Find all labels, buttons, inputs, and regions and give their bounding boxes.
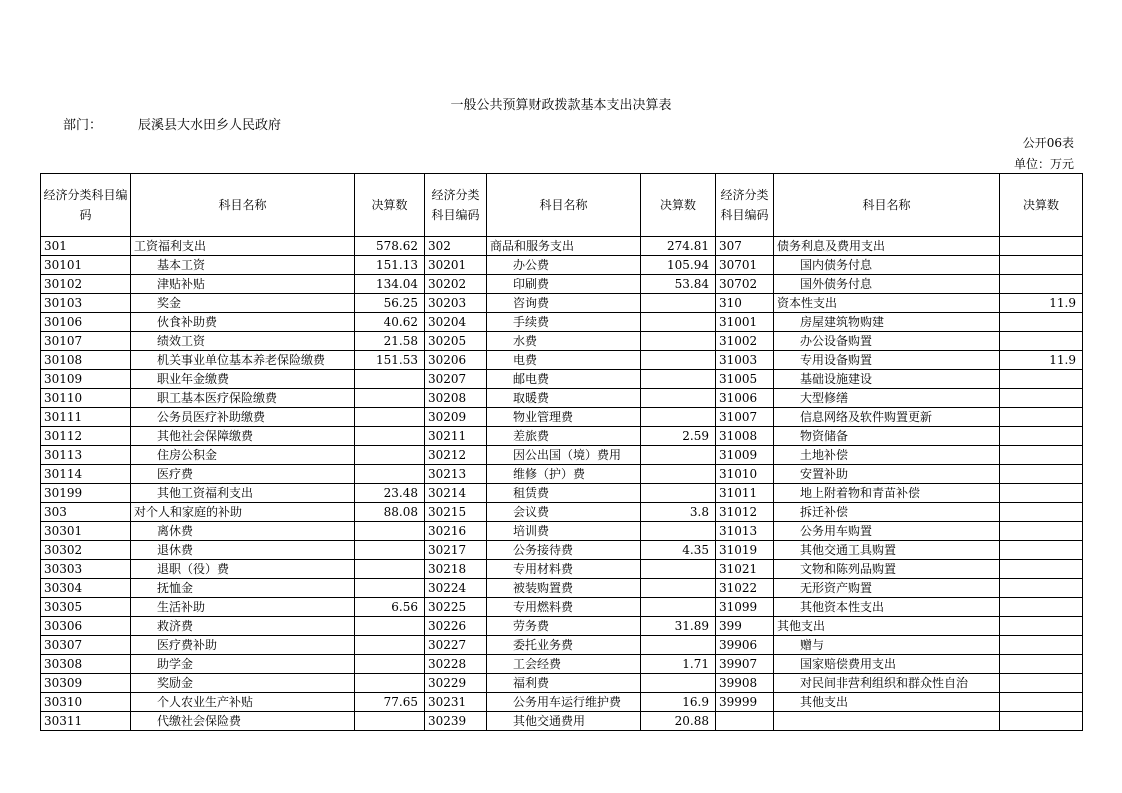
name-cell-2: 委托业务费	[487, 636, 641, 655]
amount-cell-1: 578.62	[355, 237, 425, 256]
amount-cell-2	[641, 636, 716, 655]
amount-cell-3	[1000, 579, 1083, 598]
table-row	[41, 598, 1083, 617]
header-code-3: 经济分类科目编码	[716, 174, 774, 237]
name-cell-3: 文物和陈列品购置	[774, 560, 1000, 579]
amount-cell-2	[641, 408, 716, 427]
amount-cell-3	[1000, 332, 1083, 351]
code-cell-3: 31009	[716, 446, 774, 465]
amount-cell-3	[1000, 465, 1083, 484]
amount-cell-1	[355, 579, 425, 598]
code-cell-1: 30303	[41, 560, 131, 579]
amount-cell-3	[1000, 370, 1083, 389]
name-cell-1: 救济费	[131, 617, 355, 636]
amount-cell-1	[355, 389, 425, 408]
amount-cell-1: 88.08	[355, 503, 425, 522]
table-row	[41, 617, 1083, 636]
table-row	[41, 636, 1083, 655]
amount-cell-3	[1000, 408, 1083, 427]
amount-cell-1: 151.13	[355, 256, 425, 275]
name-cell-3: 国内债务付息	[774, 256, 1000, 275]
code-cell-3: 399	[716, 617, 774, 636]
name-cell-3: 债务利息及费用支出	[774, 237, 1000, 256]
code-cell-2: 30218	[425, 560, 487, 579]
code-cell-1: 30101	[41, 256, 131, 275]
code-cell-2: 30204	[425, 313, 487, 332]
name-cell-3: 资本性支出	[774, 294, 1000, 313]
code-cell-3: 31010	[716, 465, 774, 484]
name-cell-1: 生活补助	[131, 598, 355, 617]
code-cell-1: 30309	[41, 674, 131, 693]
code-cell-2: 30205	[425, 332, 487, 351]
table-row	[41, 522, 1083, 541]
amount-cell-3	[1000, 237, 1083, 256]
name-cell-1: 代缴社会保险费	[131, 712, 355, 731]
amount-cell-2: 2.59	[641, 427, 716, 446]
code-cell-1: 30110	[41, 389, 131, 408]
table-row	[41, 674, 1083, 693]
amount-cell-1	[355, 408, 425, 427]
name-cell-3: 国外债务付息	[774, 275, 1000, 294]
table-row	[41, 256, 1083, 275]
code-cell-2: 30217	[425, 541, 487, 560]
code-cell-3: 31005	[716, 370, 774, 389]
name-cell-1: 工资福利支出	[131, 237, 355, 256]
code-cell-3: 31001	[716, 313, 774, 332]
name-cell-1: 机关事业单位基本养老保险缴费	[131, 351, 355, 370]
table-header-row	[41, 174, 1083, 237]
amount-cell-1	[355, 560, 425, 579]
table-row	[41, 389, 1083, 408]
code-cell-1: 30199	[41, 484, 131, 503]
amount-cell-1	[355, 655, 425, 674]
table-row	[41, 712, 1083, 731]
code-cell-2: 30215	[425, 503, 487, 522]
table-row	[41, 465, 1083, 484]
amount-cell-3	[1000, 389, 1083, 408]
code-cell-3: 30702	[716, 275, 774, 294]
code-cell-2: 30225	[425, 598, 487, 617]
name-cell-1: 其他工资福利支出	[131, 484, 355, 503]
form-number: 公开06表	[1022, 136, 1074, 150]
table-row	[41, 294, 1083, 313]
code-cell-2: 30212	[425, 446, 487, 465]
code-cell-2: 30211	[425, 427, 487, 446]
code-cell-1: 30103	[41, 294, 131, 313]
amount-cell-2	[641, 370, 716, 389]
code-cell-2: 302	[425, 237, 487, 256]
table-row	[41, 484, 1083, 503]
code-cell-2: 30208	[425, 389, 487, 408]
name-cell-3: 其他资本性支出	[774, 598, 1000, 617]
header-amount-1: 决算数	[355, 174, 425, 237]
name-cell-3: 信息网络及软件购置更新	[774, 408, 1000, 427]
name-cell-1: 职工基本医疗保险缴费	[131, 389, 355, 408]
code-cell-3: 31099	[716, 598, 774, 617]
amount-cell-1: 6.56	[355, 598, 425, 617]
department-name: 辰溪县大水田乡人民政府	[138, 118, 282, 133]
name-cell-2: 被装购置费	[487, 579, 641, 598]
amount-cell-1	[355, 636, 425, 655]
name-cell-2: 会议费	[487, 503, 641, 522]
code-cell-2: 30229	[425, 674, 487, 693]
unit-label: 单位：万元	[1013, 157, 1074, 171]
code-cell-2: 30206	[425, 351, 487, 370]
name-cell-1: 职业年金缴费	[131, 370, 355, 389]
name-cell-2: 邮电费	[487, 370, 641, 389]
name-cell-1: 绩效工资	[131, 332, 355, 351]
table-row	[41, 370, 1083, 389]
amount-cell-2: 1.71	[641, 655, 716, 674]
amount-cell-3: 11.9	[1000, 351, 1083, 370]
amount-cell-2	[641, 294, 716, 313]
code-cell-2: 30213	[425, 465, 487, 484]
amount-cell-3	[1000, 427, 1083, 446]
name-cell-3: 土地补偿	[774, 446, 1000, 465]
code-cell-1: 30310	[41, 693, 131, 712]
name-cell-2: 咨询费	[487, 294, 641, 313]
name-cell-2: 水费	[487, 332, 641, 351]
department-line	[63, 114, 281, 133]
amount-cell-3	[1000, 693, 1083, 712]
code-cell-1: 30304	[41, 579, 131, 598]
amount-cell-1: 151.53	[355, 351, 425, 370]
name-cell-1: 医疗费	[131, 465, 355, 484]
code-cell-2: 30231	[425, 693, 487, 712]
code-cell-3	[716, 712, 774, 731]
amount-cell-2: 16.9	[641, 693, 716, 712]
table-row	[41, 693, 1083, 712]
name-cell-2: 专用燃料费	[487, 598, 641, 617]
amount-cell-3	[1000, 617, 1083, 636]
code-cell-3: 307	[716, 237, 774, 256]
amount-cell-1	[355, 712, 425, 731]
code-cell-2: 30224	[425, 579, 487, 598]
header-amount-2: 决算数	[641, 174, 716, 237]
amount-cell-2: 4.35	[641, 541, 716, 560]
amount-cell-2	[641, 674, 716, 693]
name-cell-1: 伙食补助费	[131, 313, 355, 332]
code-cell-2: 30209	[425, 408, 487, 427]
name-cell-2: 物业管理费	[487, 408, 641, 427]
code-cell-3: 39906	[716, 636, 774, 655]
amount-cell-3	[1000, 446, 1083, 465]
table-row	[41, 541, 1083, 560]
amount-cell-2	[641, 446, 716, 465]
name-cell-2: 劳务费	[487, 617, 641, 636]
name-cell-3: 办公设备购置	[774, 332, 1000, 351]
name-cell-3: 公务用车购置	[774, 522, 1000, 541]
name-cell-3: 其他交通工具购置	[774, 541, 1000, 560]
table-row	[41, 408, 1083, 427]
amount-cell-2: 31.89	[641, 617, 716, 636]
amount-cell-3	[1000, 655, 1083, 674]
code-cell-1: 30311	[41, 712, 131, 731]
code-cell-1: 30308	[41, 655, 131, 674]
name-cell-1: 基本工资	[131, 256, 355, 275]
code-cell-1: 30113	[41, 446, 131, 465]
amount-cell-1: 134.04	[355, 275, 425, 294]
code-cell-1: 30102	[41, 275, 131, 294]
name-cell-1: 住房公积金	[131, 446, 355, 465]
name-cell-2: 手续费	[487, 313, 641, 332]
name-cell-3: 对民间非营利组织和群众性自治	[774, 674, 1000, 693]
code-cell-3: 31019	[716, 541, 774, 560]
name-cell-2: 福利费	[487, 674, 641, 693]
code-cell-1: 30109	[41, 370, 131, 389]
name-cell-3: 房屋建筑物购建	[774, 313, 1000, 332]
name-cell-2: 公务接待费	[487, 541, 641, 560]
amount-cell-1: 56.25	[355, 294, 425, 313]
name-cell-2: 办公费	[487, 256, 641, 275]
code-cell-2: 30202	[425, 275, 487, 294]
amount-cell-1: 40.62	[355, 313, 425, 332]
code-cell-1: 30108	[41, 351, 131, 370]
amount-cell-2	[641, 598, 716, 617]
amount-cell-3	[1000, 636, 1083, 655]
name-cell-1: 助学金	[131, 655, 355, 674]
name-cell-2: 培训费	[487, 522, 641, 541]
code-cell-2: 30228	[425, 655, 487, 674]
code-cell-1: 30112	[41, 427, 131, 446]
code-cell-2: 30216	[425, 522, 487, 541]
table-row	[41, 446, 1083, 465]
name-cell-3: 其他支出	[774, 693, 1000, 712]
code-cell-2: 30227	[425, 636, 487, 655]
code-cell-1: 30107	[41, 332, 131, 351]
amount-cell-3	[1000, 313, 1083, 332]
amount-cell-1	[355, 465, 425, 484]
amount-cell-2	[641, 351, 716, 370]
code-cell-1: 30106	[41, 313, 131, 332]
header-name-2: 科目名称	[487, 174, 641, 237]
table-row	[41, 503, 1083, 522]
amount-cell-1: 23.48	[355, 484, 425, 503]
code-cell-2: 30214	[425, 484, 487, 503]
name-cell-2: 差旅费	[487, 427, 641, 446]
amount-cell-3	[1000, 560, 1083, 579]
name-cell-3: 地上附着物和青苗补偿	[774, 484, 1000, 503]
amount-cell-2	[641, 560, 716, 579]
code-cell-1: 30302	[41, 541, 131, 560]
code-cell-3: 31011	[716, 484, 774, 503]
amount-cell-2	[641, 484, 716, 503]
name-cell-1: 其他社会保障缴费	[131, 427, 355, 446]
table-row	[41, 237, 1083, 256]
amount-cell-3	[1000, 522, 1083, 541]
name-cell-1: 退休费	[131, 541, 355, 560]
amount-cell-2	[641, 389, 716, 408]
code-cell-3: 31013	[716, 522, 774, 541]
code-cell-3: 39907	[716, 655, 774, 674]
name-cell-2: 印刷费	[487, 275, 641, 294]
department-label: 部门：	[63, 118, 103, 133]
amount-cell-1	[355, 617, 425, 636]
code-cell-3: 31002	[716, 332, 774, 351]
name-cell-2: 维修（护）费	[487, 465, 641, 484]
amount-cell-3	[1000, 256, 1083, 275]
expenditure-table	[40, 173, 1083, 731]
code-cell-3: 31012	[716, 503, 774, 522]
name-cell-1: 津贴补贴	[131, 275, 355, 294]
name-cell-3: 无形资产购置	[774, 579, 1000, 598]
amount-cell-1	[355, 541, 425, 560]
code-cell-3: 31021	[716, 560, 774, 579]
name-cell-1: 奖金	[131, 294, 355, 313]
name-cell-2: 取暖费	[487, 389, 641, 408]
header-code-1: 经济分类科目编码	[41, 174, 131, 237]
code-cell-3: 310	[716, 294, 774, 313]
name-cell-1: 离休费	[131, 522, 355, 541]
code-cell-1: 30307	[41, 636, 131, 655]
name-cell-3: 国家赔偿费用支出	[774, 655, 1000, 674]
code-cell-1: 30114	[41, 465, 131, 484]
amount-cell-3	[1000, 598, 1083, 617]
code-cell-2: 30203	[425, 294, 487, 313]
code-cell-3: 39908	[716, 674, 774, 693]
header-amount-3: 决算数	[1000, 174, 1083, 237]
amount-cell-2: 3.8	[641, 503, 716, 522]
code-cell-1: 30111	[41, 408, 131, 427]
table-row	[41, 655, 1083, 674]
amount-cell-2: 105.94	[641, 256, 716, 275]
name-cell-2: 因公出国（境）费用	[487, 446, 641, 465]
amount-cell-2	[641, 313, 716, 332]
code-cell-3: 31003	[716, 351, 774, 370]
code-cell-1: 301	[41, 237, 131, 256]
name-cell-1: 公务员医疗补助缴费	[131, 408, 355, 427]
table-row	[41, 313, 1083, 332]
name-cell-3: 拆迁补偿	[774, 503, 1000, 522]
code-cell-1: 303	[41, 503, 131, 522]
amount-cell-3	[1000, 275, 1083, 294]
table-row	[41, 560, 1083, 579]
code-cell-3: 39999	[716, 693, 774, 712]
amount-cell-2	[641, 579, 716, 598]
amount-cell-2	[641, 522, 716, 541]
name-cell-1: 医疗费补助	[131, 636, 355, 655]
amount-cell-2	[641, 465, 716, 484]
name-cell-3: 赠与	[774, 636, 1000, 655]
code-cell-3: 30701	[716, 256, 774, 275]
name-cell-3: 安置补助	[774, 465, 1000, 484]
header-name-1: 科目名称	[131, 174, 355, 237]
amount-cell-3	[1000, 541, 1083, 560]
header-code-2: 经济分类科目编码	[425, 174, 487, 237]
name-cell-2: 其他交通费用	[487, 712, 641, 731]
amount-cell-3: 11.9	[1000, 294, 1083, 313]
code-cell-2: 30207	[425, 370, 487, 389]
code-cell-1: 30306	[41, 617, 131, 636]
code-cell-2: 30201	[425, 256, 487, 275]
amount-cell-3	[1000, 503, 1083, 522]
table-body	[41, 237, 1083, 731]
amount-cell-1	[355, 674, 425, 693]
code-cell-1: 30301	[41, 522, 131, 541]
name-cell-2: 商品和服务支出	[487, 237, 641, 256]
name-cell-2: 公务用车运行维护费	[487, 693, 641, 712]
name-cell-1: 个人农业生产补贴	[131, 693, 355, 712]
code-cell-3: 31022	[716, 579, 774, 598]
name-cell-2: 工会经费	[487, 655, 641, 674]
name-cell-2: 电费	[487, 351, 641, 370]
name-cell-3: 物资储备	[774, 427, 1000, 446]
code-cell-1: 30305	[41, 598, 131, 617]
amount-cell-3	[1000, 484, 1083, 503]
name-cell-3: 基础设施建设	[774, 370, 1000, 389]
table-row	[41, 579, 1083, 598]
code-cell-2: 30226	[425, 617, 487, 636]
name-cell-3: 大型修缮	[774, 389, 1000, 408]
amount-cell-2: 20.88	[641, 712, 716, 731]
amount-cell-3	[1000, 712, 1083, 731]
name-cell-2: 专用材料费	[487, 560, 641, 579]
code-cell-2: 30239	[425, 712, 487, 731]
name-cell-1: 退职（役）费	[131, 560, 355, 579]
amount-cell-1: 21.58	[355, 332, 425, 351]
amount-cell-1	[355, 446, 425, 465]
table-row	[41, 427, 1083, 446]
name-cell-3: 其他支出	[774, 617, 1000, 636]
name-cell-3	[774, 712, 1000, 731]
amount-cell-2	[641, 332, 716, 351]
name-cell-1: 奖励金	[131, 674, 355, 693]
table-row	[41, 332, 1083, 351]
amount-cell-1	[355, 427, 425, 446]
amount-cell-1	[355, 370, 425, 389]
code-cell-3: 31006	[716, 389, 774, 408]
amount-cell-3	[1000, 674, 1083, 693]
code-cell-3: 31008	[716, 427, 774, 446]
amount-cell-1	[355, 522, 425, 541]
table-row	[41, 275, 1083, 294]
name-cell-3: 专用设备购置	[774, 351, 1000, 370]
report-title: 一般公共预算财政拨款基本支出决算表	[450, 98, 672, 113]
name-cell-2: 租赁费	[487, 484, 641, 503]
name-cell-1: 抚恤金	[131, 579, 355, 598]
code-cell-3: 31007	[716, 408, 774, 427]
amount-cell-2: 274.81	[641, 237, 716, 256]
header-name-3: 科目名称	[774, 174, 1000, 237]
table-row	[41, 351, 1083, 370]
amount-cell-2: 53.84	[641, 275, 716, 294]
amount-cell-1: 77.65	[355, 693, 425, 712]
name-cell-1: 对个人和家庭的补助	[131, 503, 355, 522]
